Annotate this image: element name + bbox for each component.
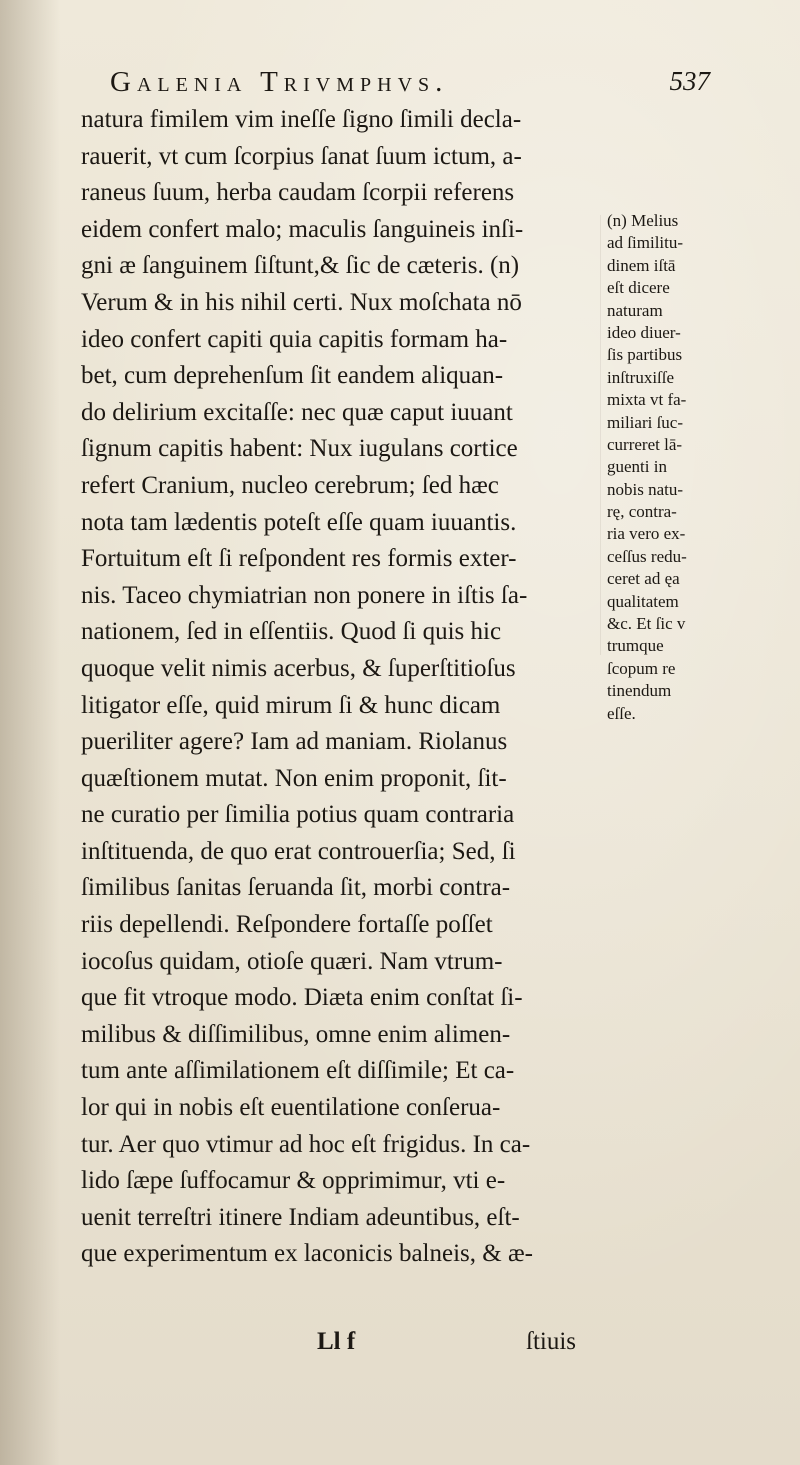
text-line: gni æ ſanguinem ſiſtunt,& ſic de cæteris. (n) (81, 252, 520, 280)
text-line: iocoſus quidam, otioſe quæri. Nam vtrum- (81, 947, 503, 975)
text-line: uenit terreſtri itinere Indiam adeuntibus, eſt- (81, 1203, 520, 1231)
text-line: nationem, ſed in eſſentiis. Quod ſi quis hic (81, 618, 502, 646)
text-line: refert Cranium, nucleo cerebrum; ſed hæc (81, 471, 499, 499)
text-line: do delirium excitaſſe: nec quæ caput iuuant (81, 398, 513, 426)
text-line: pueriliter agere? Iam ad maniam. Riolanus (81, 728, 508, 756)
margin-note-line: miliari ſuc- (607, 412, 684, 432)
text-line: eidem confert malo; maculis ſanguineis inſi- (81, 215, 524, 243)
text-line: ſignum capitis habent: Nux iugulans cortice (81, 435, 518, 463)
text-line: riis depellendi. Reſpondere fortaſſe poſſet (81, 911, 493, 939)
text-line: rauerit, vt cum ſcorpius ſanat ſuum ictum, a- (81, 142, 522, 170)
text-line: natura fimilem vim ineſſe ſigno ſimili decla- (81, 106, 522, 133)
margin-note-line: mixta vt fa- (607, 390, 687, 410)
text-line: nota tam lædentis poteſt eſſe quam iuuantis. (81, 508, 517, 536)
column-ruling (600, 215, 601, 655)
text-line: quæſtionem mutat. Non enim proponit, ſit- (81, 764, 507, 792)
text-line: litigator eſſe, quid mirum ſi & hunc dicam (81, 691, 501, 719)
text-line: ne curatio per ſimilia potius quam contraria (81, 801, 515, 829)
signature-mark: Ll f (317, 1328, 356, 1355)
text-line: que experimentum ex laconicis balneis, & æ- (81, 1240, 533, 1268)
margin-note-line: naturam (607, 300, 663, 320)
margin-note-line: guenti in (607, 457, 667, 477)
margin-note-line: curreret lā- (607, 434, 683, 454)
text-line: inſtituenda, de quo erat controuerſia; Sed, ſi (81, 837, 516, 865)
text-line: milibus & diſſimilibus, omne enim alimen- (81, 1020, 511, 1048)
margin-note-line: ceſſus redu- (607, 546, 687, 566)
margin-note-line: &c. Et ſic v (607, 614, 686, 634)
margin-note-line: rę, contra- (607, 502, 677, 522)
margin-note-line: (n) Melius (607, 211, 679, 230)
text-line: bet, cum deprehenſum ſit eandem aliquan- (81, 362, 504, 390)
margin-note-line: nobis natu- (607, 479, 684, 499)
text-line: Fortuitum eſt ſi reſpondent res formis exter- (81, 545, 517, 573)
margin-note-line: ſis partibus (607, 345, 683, 365)
text-line: quoque velit nimis acerbus, & ſuperſtitioſus (81, 654, 516, 682)
text-line: tum ante aſſimilationem eſt diſſimile; Et ca- (81, 1057, 515, 1085)
margin-note-line: eſt dicere (607, 278, 670, 298)
margin-note-line: dinem iſtā (607, 255, 676, 275)
text-line: ideo confert capiti quia capitis formam ha- (81, 325, 508, 353)
margin-note-line: ceret ad ęa (607, 569, 680, 589)
margin-note (607, 210, 767, 725)
page-header (110, 66, 710, 106)
margin-note-line: tinendum (607, 681, 672, 701)
margin-note-line: ſcopum re (607, 658, 676, 678)
margin-note-line: ideo diuer- (607, 322, 681, 342)
page-number: 537 (669, 66, 710, 96)
margin-note-line: ria vero ex- (607, 524, 686, 544)
main-text-block (81, 102, 597, 1273)
margin-note-line: inſtruxiſſe (607, 367, 675, 387)
running-head: Galenia Trivmphvs. (110, 66, 449, 98)
footer-line (81, 1324, 597, 1360)
text-line: nis. Taceo chymiatrian non ponere in iſtis ſa- (81, 581, 528, 609)
margin-note-line: qualitatem (607, 591, 679, 611)
catchword: ſtiuis (526, 1328, 577, 1355)
text-line: tur. Aer quo vtimur ad hoc eſt frigidus. In ca- (81, 1130, 531, 1158)
margin-note-line: ad ſimilitu- (607, 233, 684, 253)
text-line: ſimilibus ſanitas ſeruanda ſit, morbi contra- (81, 874, 511, 902)
margin-note-line: trumque (607, 636, 664, 656)
text-line: que fit vtroque modo. Diæta enim conſtat ſi- (81, 984, 523, 1012)
margin-note-line: eſſe. (607, 703, 636, 723)
text-line: lor qui in nobis eſt euentilatione conſerua- (81, 1094, 501, 1122)
text-line: raneus ſuum, herba caudam ſcorpii referens (81, 179, 515, 207)
text-line: Verum & in his nihil certi. Nux moſchata nō (81, 288, 522, 316)
text-line: lido ſæpe ſuffocamur & opprimimur, vti e- (81, 1167, 506, 1195)
gutter-shadow (0, 0, 60, 1465)
